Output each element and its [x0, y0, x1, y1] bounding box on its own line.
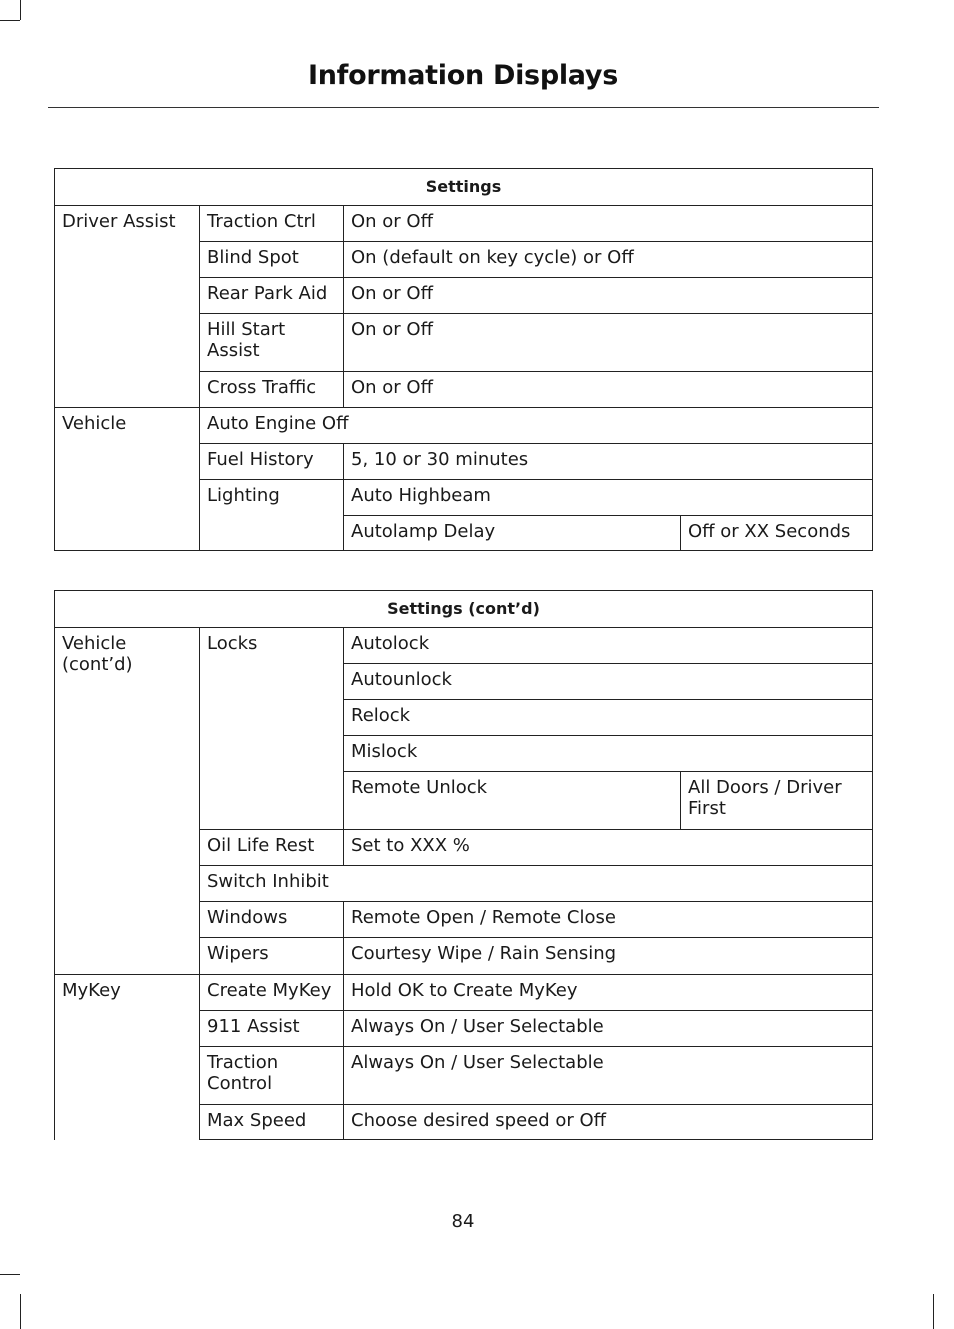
setting-cell: Rear Park Aid — [199, 277, 344, 313]
setting-cell: Locks — [199, 627, 344, 829]
value-cell: Always On / User Selectable — [343, 1046, 872, 1104]
table-border — [54, 550, 873, 551]
value-cell: Autolock — [343, 627, 872, 663]
value-cell: Always On / User Selectable — [343, 1010, 872, 1046]
value-cell: Set to XXX % — [343, 829, 872, 865]
value-cell: On or Off — [343, 371, 872, 407]
value-cell: Remote Open / Remote Close — [343, 901, 872, 937]
value-cell: Mislock — [343, 735, 872, 771]
value-cell: Hold OK to Create MyKey — [343, 974, 872, 1010]
value-cell: Autounlock — [343, 663, 872, 699]
category-cell: Vehicle — [54, 407, 199, 551]
page-number: 84 — [451, 1211, 475, 1232]
crop-mark — [0, 20, 20, 21]
setting-cell: 911 Assist — [199, 1010, 344, 1046]
value-cell: Off or XX Seconds — [680, 515, 872, 551]
table-header: Settings — [54, 168, 872, 205]
value-cell: All Doors / Driver First — [680, 771, 872, 829]
setting-cell: Wipers — [199, 937, 344, 974]
crop-mark — [20, 1294, 21, 1329]
setting-cell: Lighting — [199, 479, 344, 551]
setting-cell: Blind Spot — [199, 241, 344, 277]
crop-mark — [0, 1274, 20, 1275]
value-cell: Courtesy Wipe / Rain Sensing — [343, 937, 872, 974]
setting-cell: Create MyKey — [199, 974, 344, 1010]
title-rule — [48, 107, 879, 108]
setting-cell: Traction Ctrl — [199, 205, 344, 241]
setting-cell: Oil Life Rest — [199, 829, 344, 865]
setting-cell: Windows — [199, 901, 344, 937]
value-cell: Remote Unlock — [343, 771, 680, 829]
value-cell: Choose desired speed or Off — [343, 1104, 872, 1140]
category-cell: Driver Assist — [54, 205, 199, 407]
setting-cell: Max Speed — [199, 1104, 344, 1140]
value-cell: On or Off — [343, 205, 872, 241]
setting-cell: Auto Engine Off — [199, 407, 872, 443]
value-cell: On or Off — [343, 277, 872, 313]
category-cell: Vehicle (cont’d) — [54, 627, 199, 974]
setting-cell: Hill Start Assist — [199, 313, 344, 371]
value-cell: Autolamp Delay — [343, 515, 680, 551]
table-header: Settings (cont’d) — [54, 590, 872, 627]
setting-cell: Traction Control — [199, 1046, 344, 1104]
setting-cell: Cross Traffic — [199, 371, 344, 407]
table-border — [872, 168, 873, 551]
table-border — [199, 1139, 873, 1140]
value-cell: Relock — [343, 699, 872, 735]
value-cell: Auto Highbeam — [343, 479, 872, 515]
page-title: Information Displays — [308, 60, 618, 91]
value-cell: On or Off — [343, 313, 872, 371]
value-cell: 5, 10 or 30 minutes — [343, 443, 872, 479]
table-border — [872, 590, 873, 1140]
setting-cell: Switch Inhibit — [199, 865, 872, 901]
crop-mark — [20, 0, 21, 20]
crop-mark — [933, 1294, 934, 1329]
category-cell: MyKey — [54, 974, 199, 1140]
value-cell: On (default on key cycle) or Off — [343, 241, 872, 277]
setting-cell: Fuel History — [199, 443, 344, 479]
